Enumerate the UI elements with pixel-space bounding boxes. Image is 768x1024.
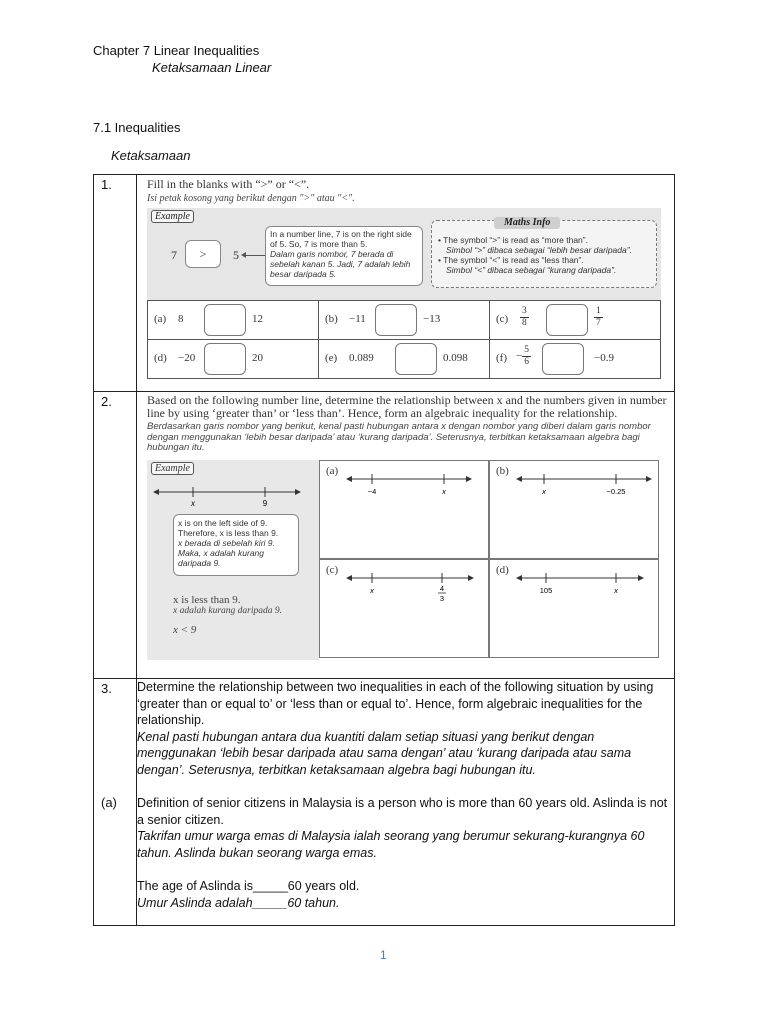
fraction-numerator: 5 (524, 345, 529, 355)
question-3-part-a-label: (a) (101, 795, 117, 810)
item-left-value: −11 (349, 313, 366, 325)
item-right-value: 12 (252, 313, 263, 325)
tick-label: 105 (539, 585, 553, 595)
item-left-value: −20 (178, 352, 196, 364)
q2-instruction-malay: Berdasarkan garis nombor yang berikut, kenal pasti hubungan antara x dengan nombor yang diberi dalam garis nombor dengan menggunakan ‘lebih besar daripada’ atau ‘kurang daripada’. Seterusnya, terbitkan ketaksamaan algebra bagi hubungan itu. (147, 421, 651, 453)
question-2-content (137, 392, 675, 679)
item-right-value: −13 (423, 313, 441, 325)
question-2-number: 2. (94, 392, 137, 679)
q3-part-a-text: Definition of senior citizens in Malaysia is a person who is more than 60 years old. Aslinda is not a senior citizen. (137, 796, 668, 827)
tick-fraction-denominator: 3 (439, 593, 445, 603)
q2-part-b (489, 460, 659, 559)
q1-instruction-malay: Isi petak kosong yang berikut dengan ">" atau "<". (147, 193, 355, 204)
part-label: (d) (496, 563, 509, 576)
q3-instruction: Determine the relationship between two inequalities in each of the following situation by using ‘greater than or equal to’ or ‘less than or equal to’. Hence, form algebraic inequalities for the relationship. (137, 680, 654, 727)
q2-example-callout (173, 514, 299, 576)
q1-example-note-malay: Dalam garis nombor, 7 berada di sebelah kanan 5. Jadi, 7 adalah lebih besar daripada 5. (270, 249, 411, 279)
fraction-numerator: 3 (522, 306, 527, 316)
fraction-sign: − (516, 350, 523, 363)
chapter-title: Chapter 7 Linear Inequalities (93, 43, 260, 58)
section-title-malay: Ketaksamaan (111, 148, 191, 163)
part-label: (c) (326, 563, 339, 576)
question-3-content (137, 679, 675, 926)
fraction-denominator: 6 (524, 357, 529, 367)
q2-example-inequality: x < 9 (173, 623, 197, 636)
item-right-fraction (594, 306, 603, 329)
q3-part-a-answer-malay: Umur Aslinda adalah_____60 tahun. (137, 895, 340, 910)
tick-label: x (542, 486, 546, 496)
tick-label: x (442, 486, 446, 496)
fraction-numerator: 1 (596, 306, 601, 316)
part-label: (a) (326, 464, 339, 477)
maths-info-line-1-malay: Simbol “>” dibaca sebagai “lebih besar daripada”. (446, 245, 632, 255)
item-right-value: 0.098 (443, 352, 468, 364)
q1-item-e (319, 340, 489, 378)
maths-info-line-2: • The symbol “<” is read as “less than”. (438, 255, 584, 265)
question-2-row (94, 392, 675, 679)
question-3-row (94, 679, 675, 926)
number-line (490, 464, 660, 517)
q2-instruction: Based on the following number line, determine the relationship between x and the numbers given in number line by using ‘greater than’ or ‘less than’. Hence, form an algebraic inequality for the relationship. (147, 393, 667, 420)
q1-example-left: 7 (171, 248, 177, 262)
item-label: (c) (496, 313, 509, 325)
q2-part-a (319, 460, 489, 559)
q1-example-badge: Example (151, 210, 194, 223)
example-tick-9: 9 (262, 498, 268, 508)
item-left-fraction (520, 306, 529, 329)
number-line (320, 464, 490, 517)
tick-label: −0.25 (606, 486, 626, 496)
arrow-left-icon (243, 255, 265, 256)
q1-example-answer-box: > (185, 240, 221, 268)
q3-part-a-answer: The age of Aslinda is_____60 years old. (137, 879, 360, 893)
item-label: (d) (154, 352, 167, 364)
questions-table (93, 174, 675, 926)
fraction-denominator: 8 (522, 318, 527, 328)
number-line (320, 563, 490, 616)
q2-exercise-grid (319, 460, 661, 660)
question-3-number-cell (94, 679, 137, 926)
item-left-fraction (516, 345, 531, 368)
question-1-number: 1. (94, 175, 137, 392)
item-right-value: 20 (252, 352, 263, 364)
tick-fraction-numerator: 4 (439, 583, 445, 593)
q2-part-d (489, 559, 659, 658)
tick-label: −4 (367, 486, 377, 496)
item-label: (e) (325, 352, 338, 364)
maths-info-box (431, 217, 657, 288)
item-right-value: −0.9 (594, 352, 614, 364)
q2-panel (147, 460, 661, 660)
q2-example-statement: x is less than 9. (173, 593, 241, 606)
answer-box[interactable] (542, 343, 584, 375)
q2-example-note: x is on the left side of 9. Therefore, x is less than 9. (178, 517, 279, 538)
question-3-number: 3. (101, 681, 112, 696)
number-line (490, 563, 660, 616)
example-tick-x: x (191, 498, 195, 508)
q2-example-badge: Example (151, 462, 194, 475)
q2-example-panel (147, 460, 319, 660)
item-left-value: 8 (178, 313, 184, 325)
page-number: 1 (380, 948, 387, 962)
chapter-title-malay: Ketaksamaan Linear (152, 60, 272, 75)
item-label: (f) (496, 352, 507, 364)
answer-box[interactable] (204, 343, 246, 375)
maths-info-title: Maths Info (494, 217, 560, 229)
answer-box[interactable] (546, 304, 588, 336)
answer-box[interactable] (395, 343, 437, 375)
q3-instruction-malay: Kenal pasti hubungan antara dua kuantiti dalam setiap situasi yang berikut dengan menggunakan ‘lebih besar daripada atau sama dengan’ atau ‘kurang daripada atau sama dengan’. Seterusnya, terbitkan ketaksamaan algebra bagi hubungan itu. (137, 729, 632, 777)
q1-example-panel (147, 208, 661, 300)
q1-exercise-grid (147, 300, 661, 379)
q1-instruction: Fill in the blanks with “>” or “<”. (147, 177, 310, 191)
q1-example-callout (265, 226, 423, 286)
q2-example-statement-malay: x adalah kurang daripada 9. (173, 605, 282, 616)
q1-example-right: 5 (233, 248, 239, 262)
item-left-value: 0.089 (349, 352, 374, 364)
answer-box[interactable] (375, 304, 417, 336)
q2-part-c (319, 559, 489, 658)
part-label: (b) (496, 464, 509, 477)
question-1-row (94, 175, 675, 392)
q1-item-a (148, 301, 318, 339)
tick-label: x (614, 585, 618, 595)
maths-info-line-2-malay: Simbol “<” dibaca sebagai “kurang daripada”. (446, 265, 617, 275)
answer-box[interactable] (204, 304, 246, 336)
question-1-content (137, 175, 675, 392)
q3-part-a-text-malay: Takrifan umur warga emas di Malaysia ialah seorang yang berumur sekurang-kurangnya 60 tahun. Aslinda bukan seorang warga emas. (137, 829, 645, 860)
item-label: (a) (154, 313, 167, 325)
section-title: 7.1 Inequalities (93, 120, 181, 135)
tick-label: x (370, 585, 374, 595)
item-label: (b) (325, 313, 338, 325)
q1-item-d (148, 340, 318, 378)
q1-item-f (490, 340, 660, 378)
q1-item-c (490, 301, 660, 339)
q2-example-note-malay: x berada di sebelah kiri 9. Maka, x adalah kurang daripada 9. (178, 537, 275, 568)
fraction-denominator: 7 (596, 318, 601, 328)
q1-item-b (319, 301, 489, 339)
q1-example-note: In a number line, 7 is on the right side of 5. So, 7 is more than 5. (270, 229, 412, 249)
maths-info-line-1: • The symbol “>” is read as “more than”. (438, 235, 588, 245)
